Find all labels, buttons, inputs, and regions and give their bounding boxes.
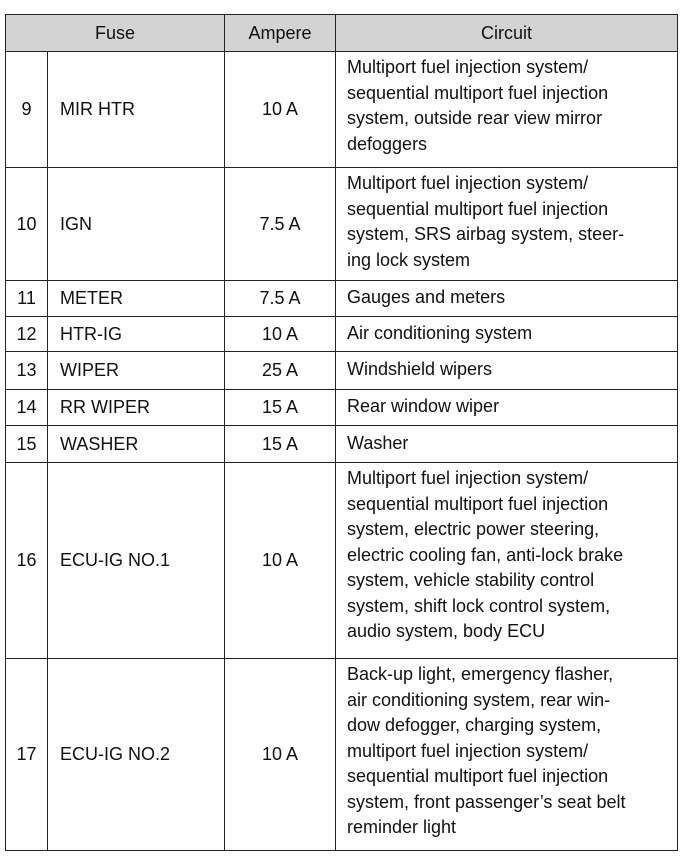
fuse-table bbox=[5, 14, 678, 851]
table-row bbox=[6, 463, 678, 659]
fuse-circuit: Rear window wiper bbox=[336, 390, 678, 426]
fuse-name: RR WIPER bbox=[48, 390, 225, 426]
fuse-name: IGN bbox=[48, 168, 225, 281]
fuse-name: ECU-IG NO.1 bbox=[48, 463, 225, 659]
fuse-ampere: 25 A bbox=[225, 352, 336, 390]
fuse-name: MIR HTR bbox=[48, 52, 225, 168]
fuse-circuit: Multiport fuel injection system/ sequential multiport fuel injection system, SRS airbag system, steer- ing lock system bbox=[336, 168, 678, 281]
fuse-number: 12 bbox=[6, 317, 48, 352]
table-row bbox=[6, 352, 678, 390]
fuse-ampere: 7.5 A bbox=[225, 168, 336, 281]
header-fuse: Fuse bbox=[6, 15, 225, 52]
table-row bbox=[6, 168, 678, 281]
fuse-circuit: Back-up light, emergency flasher, air conditioning system, rear win- dow defogger, charging system, multiport fuel injection system/ sequential multiport fuel injection system, front passenger’s seat belt reminder light bbox=[336, 659, 678, 851]
fuse-name: WIPER bbox=[48, 352, 225, 390]
table-row bbox=[6, 281, 678, 317]
fuse-circuit: Windshield wipers bbox=[336, 352, 678, 390]
fuse-number: 9 bbox=[6, 52, 48, 168]
fuse-ampere: 10 A bbox=[225, 463, 336, 659]
fuse-circuit: Washer bbox=[336, 426, 678, 463]
header-circuit: Circuit bbox=[336, 15, 678, 52]
fuse-circuit: Gauges and meters bbox=[336, 281, 678, 317]
table-row bbox=[6, 659, 678, 851]
fuse-circuit: Air conditioning system bbox=[336, 317, 678, 352]
fuse-name: ECU-IG NO.2 bbox=[48, 659, 225, 851]
fuse-number: 15 bbox=[6, 426, 48, 463]
fuse-number: 14 bbox=[6, 390, 48, 426]
fuse-ampere: 15 A bbox=[225, 426, 336, 463]
table-row bbox=[6, 426, 678, 463]
fuse-ampere: 7.5 A bbox=[225, 281, 336, 317]
fuse-ampere: 10 A bbox=[225, 317, 336, 352]
fuse-number: 11 bbox=[6, 281, 48, 317]
table-row bbox=[6, 390, 678, 426]
header-ampere: Ampere bbox=[225, 15, 336, 52]
fuse-circuit: Multiport fuel injection system/ sequential multiport fuel injection system, electric power steering, electric cooling fan, anti-lock brake system, vehicle stability control system, shift lock control system, audio system, body ECU bbox=[336, 463, 678, 659]
fuse-ampere: 15 A bbox=[225, 390, 336, 426]
header-row bbox=[6, 15, 678, 52]
fuse-name: HTR-IG bbox=[48, 317, 225, 352]
fuse-name: METER bbox=[48, 281, 225, 317]
fuse-ampere: 10 A bbox=[225, 659, 336, 851]
fuse-number: 17 bbox=[6, 659, 48, 851]
fuse-ampere: 10 A bbox=[225, 52, 336, 168]
fuse-number: 16 bbox=[6, 463, 48, 659]
fuse-number: 13 bbox=[6, 352, 48, 390]
fuse-circuit: Multiport fuel injection system/ sequential multiport fuel injection system, outside rear view mirror defoggers bbox=[336, 52, 678, 168]
fuse-number: 10 bbox=[6, 168, 48, 281]
table-row bbox=[6, 52, 678, 168]
fuse-name: WASHER bbox=[48, 426, 225, 463]
table-row bbox=[6, 317, 678, 352]
